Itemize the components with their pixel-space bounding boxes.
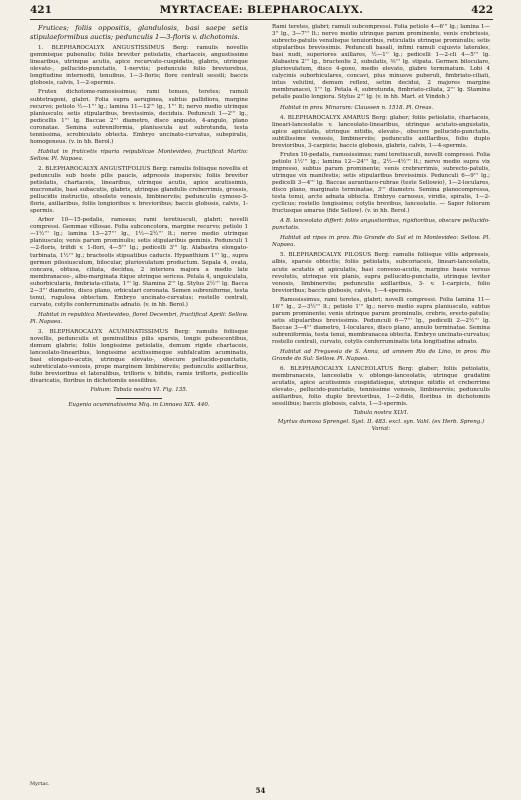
header-rule — [30, 19, 493, 20]
page-number-right: 422 — [471, 4, 493, 16]
species-3-synonym: Eugenia acuminatissima Miq. in Linnaea XIX. 440. — [68, 402, 210, 409]
species-4-habitat: Habitat ad ripas in prov. Rio Grande do Sul et in Montevideo: Sellow. Pl. Napaea. — [272, 235, 490, 249]
species-3-description: Rami teretes, glabri; ramuli subcompressi. Folia petiolo 4—6''' lg.; lamina 1—3'' lg., 3—7''' lt.; nervo medio utrinque parum prominente, venis crebriusis, subrecto-patulis venulisque tenuioribus, reticulatis utrinque prominulis; setis stipularibus brevissimis. Pedunculi basali, infimi ramuli cujusvis laterales, basi nudi, superiores axillares, ½—1'' lg.; pedicelli 1—2-cli 4—5''' lg. Alabastra 2''' lg., bracteolis 2, subulatis, ⅔''' lg. stipata. Germen biloculare, pluriovulatum, disco 4-gono, medio elevato, glabro terminatum. Lobi 4 calycinis suborbiculares, concavi, plus minusve puberuli, fimbriato-ciliati, intus velutini, demum reflexi, setim decidui, 2 majores margine membranacei, 1''' lg. Petala 4, subrotunda, fimbriato-ciliata, 2''' lg. Stamina petalis paulio longiora. Stylus 2''' lg. (v. in hb. Mart. et Vindob.) — [272, 24, 490, 101]
footer-signature-left: Myrtac. — [30, 781, 50, 787]
species-5-habitat: Habitat ad Freguesia de S. Anna, ad amnem Rio do Lino, in prov. Rio Grande do Sul: Sellow. Pl. Napaea. — [272, 349, 490, 363]
species-3-folium-ref: Folium: Tabula nostra VI. Fig. 135. — [90, 387, 188, 394]
species-6-synonym: Myrtus dumosa Sprengel. Syst. II. 483. excl. syn. Vahl. (ex Herb. Spreng.) Variat: — [277, 419, 485, 433]
species-3-habitat: Habitat in prov. Minarum: Claussen n. 1518. Pl. Oreas. — [280, 104, 434, 111]
running-title: MYRTACEAE: BLEPHAROCALYX. — [159, 4, 364, 16]
species-2-description: Arbor 10—15-pedalis, ramosus; rami teretiusculi, glabri; novelli compressi. Gemmae villosae. Folia subconcolora, margine recurvo; petiolo 1—1½''' lg.; lamina 13—27''' lg., 1½—2½''' lt.; nervo medio utrinque planiusculo; venis parum prominulis; setis stipularibus geminis. Pedunculi 1—2-floris, trifidi v. 1-flori, 4—5''' lg.; pedicelli 3''' lg. Alabastra elongato-turbinata, 1½''' lg.; bracteolis stipuatibus caducis. Hypanthium 1''' lg., supra germen pilosiusculum, bilocular, pluriovulatum productum. Sepala 4, ovata, concava, obtusa, ciliata, decidua, 2 interiora majora a medio late membranaceo-, albo-marginata itique utrinque sericea. Petala 4, unguiculata, suborbicularia, fimbriata-ciliata, 1''' lg. Stamina 2''' lg. Stylus 2½''' lg. Bacca 2—3''' diametro, disco plano, orbiculari coronata. Semen subreniforme, testa tenui, rugulosa obtectum. Embryo uncinato-curvatus; rostello centrali, curvato, cotylis conferruminatis adnato. (v. in hb. Berol.) — [30, 217, 248, 308]
divider — [116, 398, 162, 399]
species-1-habitat: Habitat in fruticetis riparia reipublicae Montevideo, fructificat Martio: Sellow. Pl. Napaea. — [30, 148, 248, 162]
left-column — [30, 24, 248, 411]
species-4-variety-note: A B. lanceolato differt: foliis angustioribus, rigidioribus, obscure pellucido-punctatis. — [272, 218, 490, 232]
species-2-habitat: Habitat in republica Montevideo, floret Decembri, fructificat Aprili: Sellow. Pl. Napaea. — [30, 311, 248, 325]
species-4-diagnosis: 4. BLEPHAROCALYX AMARUS Berg: glaber; foliis petiolatis, chartaceis, lineari-lanceolatis v. lanceolato-linearibus, utrinque acutato-angustatis, apice apiculatis, utrinque nitidis, elevato-, obscure pellucido-punctatis, subtilissime venosis, limbinerviis; pedunculis axillaribus, folio duplo brevioribus, 3-carpicis; baccis globosis, glabris, calvis, 1—4-spermis. — [272, 114, 490, 149]
species-5-diagnosis: 5. BLEPHAROCALYX PILOSUS Berg: ramulis foliisque villis adpressis, albis, sparsis obtectis; foliis petiolatis, subcoriaceis, lineari-lanceolatis, acute acutatis et apiculatis, basi convexo-acutis, margine basis versus revolutis, utrinque vix planis, supra pellucido-punctatis, utrinque leviter venosis, limbinerviis; pedunculis axillaribus, 3- v. 1-carpicis, folio brevioribus; baccis globosis, calvis, 1—4-spermis. — [272, 252, 490, 294]
running-header — [30, 4, 493, 18]
page-number-left: 421 — [30, 4, 52, 16]
species-3-diagnosis: 3. BLEPHAROCALYX ACUMINATISSIMUS Berg: ramulis foliisque novellis, pedunculis et geminulibus pilis sparsis, longis pubescentibus, demum glabris; foliis longissime petiolatis, demum rigide chartaceis, lanceolato-linearibus, longissime acutissimeque subfalcatim acuminatis, basi elongato-acutis, utrinque elevato-, obscure pellucido-punctatis, subreticulato-venosis, prope marginem limbinerviis; pedunculis axillaribus, folio brevioribus et lateralibus, trifloris v. bifidis, ramis trifloris, pedicellis divaricatis, floribus in dichotomiis sessilibus. — [30, 328, 248, 385]
species-1-description: Frutex dichotome-ramosissimus; rami tenues, teretes; ramuli subtetragoni, glabri. Folia supra aeruginea, subtus pallidiora, margine recurvo; petiolo ½—1''' lg.; lamina 11—12''' lg., 1''' lt; nervo medio utrinque planiusculo; setis stipularibus, brevissimis, deciduis. Pedunculi 1—2''' lg., pedicellis 1''' lg. Baccae 2''' diametro, disco angusto, 4-angulo, plano coronatae. Semina subreniformia, planiuscula aut subrotunda, testa tennissima, scrobiculato obtecta. Embryo uncinato-curvatus, subspiralis, homogeneus. (v. in hb. Berol.) — [30, 89, 248, 145]
right-column — [272, 24, 490, 436]
species-1-diagnosis: 1. BLEPHAROCALYX ANGUSTISSIMUS Berg: ramulis novellis gemmisque pubenulis; foliis breviter petiolatis, chartaceis, angustissime linearibus, utrinque acutis, apice recurvato-cuspidatis, glabris, utrinque olevato-, pellucido-punctatis, 1-nerviis; pedunculo folio breviorebus, longitudine internodii, tenuibus, 1—3-floris; flore centrali sessili; baccis globosis, calvis, 1—2-spermis. — [30, 45, 248, 87]
sheet-signature: 54 — [255, 786, 266, 795]
species-2-diagnosis: 2. BLEPHAROCALYX ANGUSTIFOLIUS Berg: ramulis foliisque novellis et pedunculis sub hoste pilis paucis, adpressis inspersis; foliis breviter petiolatis, chartaceis, linearibus, utrinque acutis, apice acutissimis, mucronatis, basi subacutis, glabris, utrinque glandulis creberrimis, grossis, pellucidis instructis, obsolete venosis, limbinerviis; pedunculis cymoso-3-floris, axillaribus, foliis longioribus v. brevioribus; baccis globosis, calvis, 1-spermis. — [30, 165, 248, 215]
species-6-plate-ref: Tabula nostra XLVI. — [353, 410, 409, 417]
species-6-diagnosis: 6. BLEPHAROCALYX LANCEOLATUS Berg: glaber; foliis petiolatis, membranaceis, lanceolatis v. oblongo-lanceolatis, utrinque gradatim acutatis, apice acutissimis cuspidatisque, utrinque nitidis et creberrime elevato-, pellucido-punctatis, tennissime venosis, limbinerviis; pedunculis axillaribus, folio duplo brevioribus, 1—2-fidis, floribus in dichotomiis sessilibus; baccis globosis, calvis, 1—3-spermis. — [272, 366, 490, 408]
species-4-description: Frutex 10-pedalis, ramosissimus; rami teretiusculi, novelli compressi. Folia petiolo 1½''' lg.; lamina 12—24''' lg., 2½—4½''' lt.; nervo medio supra vix impresso, subtus parum prominente; venis crebrerrimis, subrecto-patulis, utrinque vix manifestis; setis stipularibus brevissimis. Pedunculi 6—9''' lg.; pedicelli 3—4''' lg. Baccae aurantiaco-rubrae (teste Sellowio), 1—2-loculares, disco plano, marginato terminatae, 3''' diametro. Semina planocompressa, testa tenui, arcte adnata obtecta. Embryo carnosus, viridis, spiralis, 1—2-cyclicus; rostello longissimo; cotylis brevibus, lanceolatis. — Sapor foliorum fructusque amarus (fide Sellow). (v. in hb. Berol.) — [272, 151, 490, 215]
species-5-description: Ramosissimus, rami teretes, glabri; novelli compressi. Folia lamina 11—16''' lg., 2—3½''' lt.; petiolo 1''' lg.; nervo medio supra planiusculo, subtus parum prominente; venis utrinque parum prominulis, crebris, erecto-patulis; setis stipularibus brevissimis. Pedunculi 6—7''' lg., pedicelli 2—2½''' lg. Baccae 3—4''' diametro, 1-loculares, disco plano, annulo terminatae. Semina subreniformia, testa tenui, membranacea obtecta. Embryo uncinato-curvatus; rostello centrali, curvato, cotylis conferruminatis tota longitudine adnato. — [272, 296, 490, 345]
section-heading: Frutices; foliis oppositis, glandulosis, basi saepe setis stipulaeformibus auctis; pedunculis 1—3-floris v. dichotomis. — [30, 24, 248, 41]
